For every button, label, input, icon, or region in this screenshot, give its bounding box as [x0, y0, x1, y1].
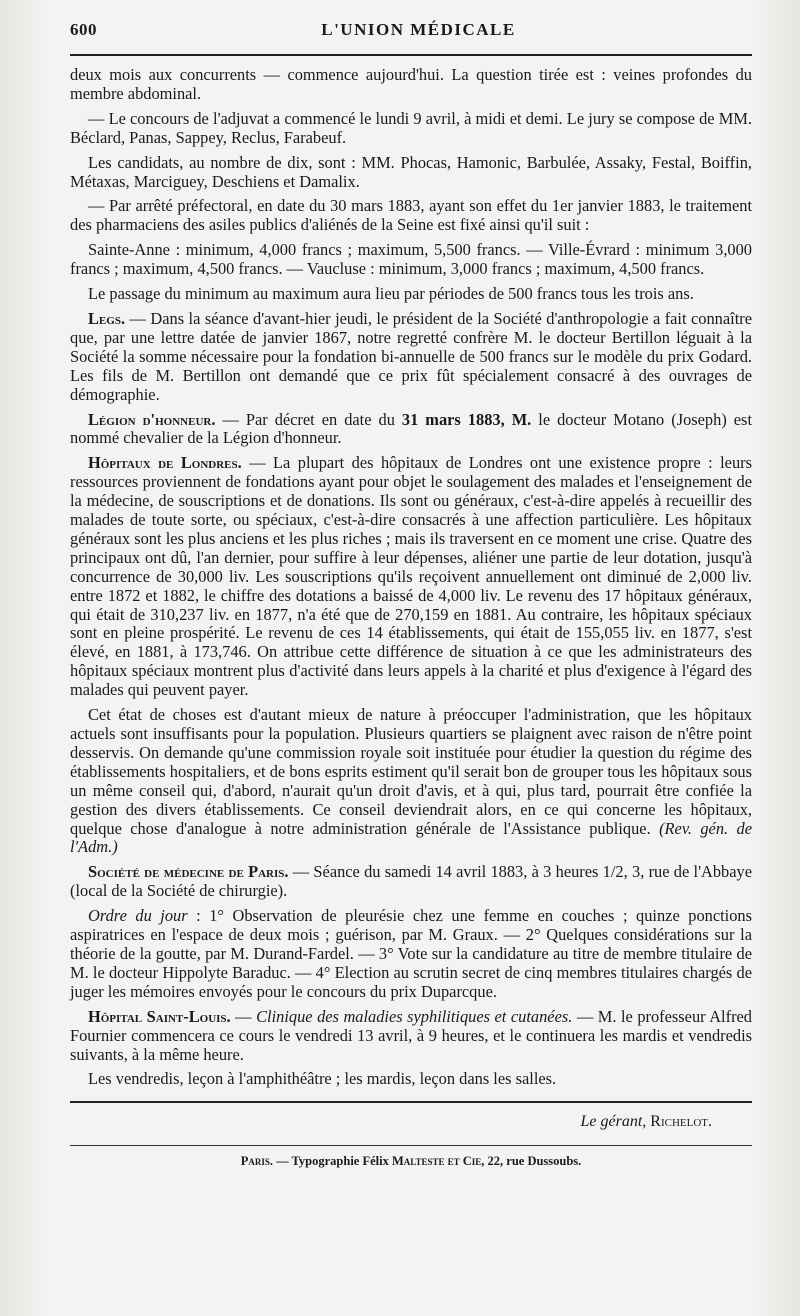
- paragraph-legs: [70, 310, 752, 405]
- page-number: 600: [70, 20, 97, 39]
- saint-louis-course: Clinique des maladies syphilitiques et cutanées.: [256, 1006, 573, 1026]
- imprint-text: — Typographie Félix: [272, 1154, 392, 1169]
- section-head-hopitaux: Hôpitaux de Londres.: [88, 453, 242, 473]
- signature: [70, 1113, 752, 1131]
- imprint-printer: Malteste et Cie: [391, 1154, 482, 1169]
- paragraph-arrete: — Par arrêté préfectoral, en date du 30 mars 1883, ayant son effet du 1er janvier 1883, le traitement des pharmaciens des asiles publics d'aliénés de la Seine est fixé ainsi qu'il suit :: [70, 196, 752, 235]
- section-head-legs: Legs.: [88, 308, 126, 328]
- imprint-rule: [70, 1145, 752, 1146]
- societe-text: — Séance du samedi 14 avril 1883, à 3 heures 1/2, 3, rue de l'Abbaye (local de la Société de chirurgie).: [70, 862, 752, 901]
- section-head-societe: Société de médecine de Paris.: [88, 862, 289, 882]
- paragraph-adjuvat: — Le concours de l'adjuvat a commencé le lundi 9 avril, à midi et demi. Le jury se compose de MM. Béclard, Panas, Sappey, Reclus, Farabeuf.: [70, 108, 752, 147]
- footer-rule: [70, 1101, 752, 1103]
- paragraph-legion: [70, 411, 752, 449]
- imprint-city: Paris.: [240, 1154, 273, 1169]
- legion-text: — Par décret en date du: [215, 409, 402, 429]
- paragraph-saint-louis: [70, 1008, 752, 1065]
- paragraph-passage: Le passage du minimum au maximum aura lieu par périodes de 500 francs tous les trois ans.: [88, 284, 694, 304]
- saint-louis-dash: —: [230, 1006, 257, 1026]
- etat-text: Cet état de choses est d'autant mieux de nature à préoccuper l'administration, que les hôpitaux actuels sont insuffisants pour la population. Plusieurs quartiers se plaignent avec raison de n'être point desservis. On demande qu'une commission royale soit instituée pour étudier la question du régime des établissements hospitaliers, et de bons esprits estiment qu'il serait bon de grouper tous les hôpitaux sous un même conseil qui, d'abord, n'aurait qu'un droit d'avis, et à qui, plus tard, pourrait être confiée la gestion des divers établissements. Ce conseil deviendrait alors, en ce qui concerne les hôpitaux, quelque chose d'analogue à notre administration générale de l'Assistance publique.: [70, 705, 752, 838]
- paragraph-candidats: Les candidats, au nombre de dix, sont : MM. Phocas, Hamonic, Barbulée, Assaky, Festal, Boiffin, Métaxas, Marciguey, Deschiens et Damalix.: [70, 152, 752, 191]
- section-head-saint-louis: Hôpital Saint-Louis.: [88, 1006, 231, 1026]
- printer-imprint: [70, 1154, 752, 1169]
- paragraph-salaires: Sainte-Anne : minimum, 4,000 francs ; maximum, 5,500 francs. — Ville-Évrard : minimum 3,000 francs ; maximum, 4,500 francs. — Vaucluse : minimum, 3,000 francs ; maximum, 4,500 francs.: [70, 240, 752, 279]
- saint-louis-text: — M. le professeur Alfred Fournier commencera ce cours le vendredi 13 avril, à 9 heures, et le continuera les mardis et vendredis suivants, à la même heure.: [70, 1006, 752, 1064]
- signature-name: Richelot.: [650, 1113, 712, 1131]
- ordre-text: : 1° Observation de pleurésie chez une femme en couches ; quinze ponctions aspiratrices en l'espace de deux mois ; guérison, par M. Graux. — 2° Quelques considérations sur la théorie de la goutte, par M. Durand-Fardel. — 3° Vote sur la candidature au titre de membre titulaire de M. le docteur Hippolyte Baraduc. — 4° Election au scrutin secret de cinq membres titulaires chargés de juger les mémoires envoyés pour le concours du prix Duparcque.: [70, 906, 752, 1001]
- legion-text-2: le docteur Motano (Joseph) est nommé chevalier de la Légion d'honneur.: [70, 409, 752, 448]
- legs-text: — Dans la séance d'avant-hier jeudi, le président de la Société d'anthropologie a fait connaître que, par une lettre datée de janvier 1867, notre regretté confrère M. le docteur Bertillon léguait à la Société la somme nécessaire pour la fondation bi-annuelle de 500 francs sur le modèle du prix Godard. Les fils de M. Bertillon ont demandé que ce prix fût spécialement consacré à des ouvrages de démographie.: [70, 308, 752, 404]
- ordre-head: Ordre du jour: [88, 906, 188, 926]
- imprint-address: , 22, rue Dussoubs.: [481, 1154, 582, 1169]
- section-head-legion: Légion d'honneur.: [88, 409, 216, 429]
- legion-bold-date: 31 mars 1883, M.: [401, 409, 532, 429]
- paragraph-ordre: [70, 907, 752, 1002]
- paragraph-hopitaux: [70, 454, 752, 700]
- hopitaux-text: — La plupart des hôpitaux de Londres ont une existence propre : leurs ressources proviennent de fondations ayant pour objet le soulagement des malades et l'enseignement de la médecine, de souscriptions et de donations. Ils sont ou généraux, c'est-à-dire appelés à recueillir des malades de toute sorte, ou spéciaux, c'est-à-dire consacrés à une affection particulière. Les hôpitaux généraux sont les plus anciens et les plus riches ; mais ils traversent en ce moment une crise. Quatre des principaux ont dû, l'an dernier, pour suffire à leur dépenses, aliéner une partie de leur dotation, jusqu'à concurrence de 30,000 liv. Les souscriptions qu'ils reçoivent annuellement ont diminué de 2,000 liv. entre 1872 et 1882, le chiffre des dotations a baissé de 4,000 liv. Le revenu des 17 hôpitaux généraux, qui était de 310,237 liv. en 1877, n'a été que de 270,159 en 1881. Au contraire, les hôpitaux spéciaux sont en pleine prospérité. Le revenu de ces 14 établissements, qui était de 155,055 liv. en 1877, s'est élevé, en 1881, à 173,746. On attribue cette différence de situation à ce que les administrateurs des hôpitaux spéciaux montrent plus d'activité dans leurs appels à la charité et plus d'exigence à l'égard des malades qui peuvent payer.: [70, 453, 752, 700]
- paragraph-etat: [70, 706, 752, 857]
- article-body: [70, 66, 752, 1089]
- etat-source: (Rev. gén. de l'Adm.): [70, 818, 752, 857]
- signature-label: Le gérant,: [580, 1113, 647, 1131]
- page-header: [70, 20, 752, 40]
- header-rule: [70, 54, 752, 56]
- paragraph-vendredis: Les vendredis, leçon à l'amphithéâtre ; les mardis, leçon dans les salles.: [88, 1069, 557, 1089]
- running-title: L'UNION MÉDICALE: [321, 20, 516, 39]
- paragraph-concours-end: deux mois aux concurrents — commence aujourd'hui. La question tirée est : veines profondes du membre abdominal.: [70, 65, 752, 103]
- paragraph-societe: [70, 863, 752, 901]
